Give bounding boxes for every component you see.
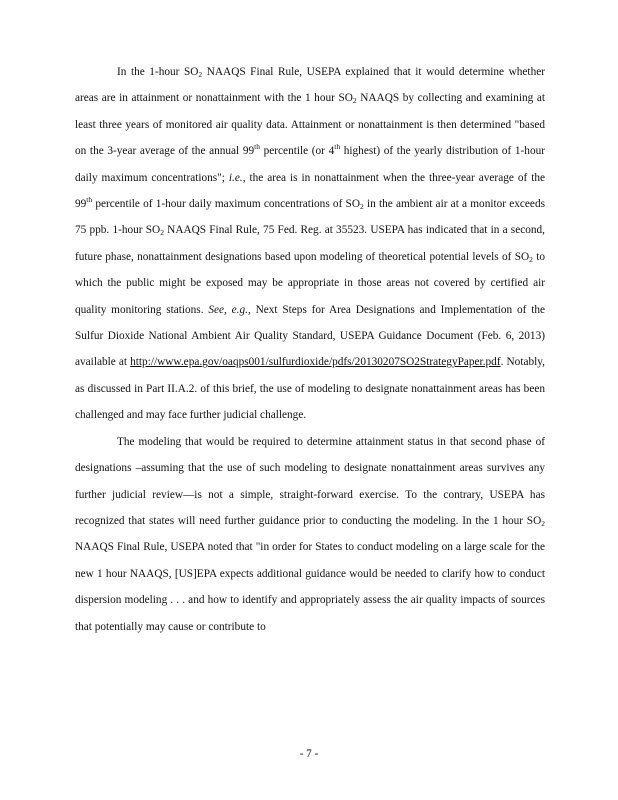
paragraph-1 xyxy=(75,59,545,429)
p2-text: NAAQS Final Rule, USEPA noted that "in order for States to conduct modeling on a large scale for the new 1 hour NAAQS, [US]EPA expects additional guidance would be needed to clarify how to conduct dispersion modeling . . . and how to identify and appropriately assess the air quality impacts of sources that potentially may cause or contribute to xyxy=(75,541,545,633)
p1-text: , the area is in nonattainment when the three-year average of the 99 xyxy=(75,171,545,211)
p1-text: highest) of the yearly distribution of 1-hour daily maximum concentrations"; xyxy=(75,145,545,184)
paragraph-2 xyxy=(75,429,545,640)
p1-subscript: 2 xyxy=(160,228,164,238)
p1-text: NAAQS by collecting and examining at least three years of monitored air quality data. Attainment or nonattainment is then determined "based on the 3-year average of the annual 99 xyxy=(75,92,545,158)
p2-text: The modeling that would be required to determine attainment status in that second phase of designations –assuming that the use of such modeling to designate nonattainment areas survives any further judicial review—is not a simple, straight-forward exercise. To the contrary, USEPA has recognized that states will need further guidance prior to conducting the modeling. In the 1 hour SO xyxy=(75,435,545,527)
p1-text: NAAQS Final Rule, 75 Fed. Reg. at 35523. USEPA has indicated that in a second, future phase, nonattainment designations based upon modeling of theoretical potential levels of SO xyxy=(75,224,545,263)
p1-text: percentile (or 4 xyxy=(259,145,335,158)
p1-subscript: 2 xyxy=(360,202,364,212)
p1-text: In the 1-hour SO xyxy=(117,66,199,78)
p1-superscript: th xyxy=(254,142,260,152)
p1-text: . Notably, as discussed in Part II.A.2. of this brief, the use of modeling to designate nonattainment areas has been challenged and may face further judicial challenge. xyxy=(75,356,545,422)
p1-subscript: 2 xyxy=(198,70,203,79)
page-number: - 7 - xyxy=(299,748,319,760)
p1-subscript: 2 xyxy=(352,96,357,106)
p1-italic-ie: i.e. xyxy=(228,171,243,184)
document-body xyxy=(75,59,545,640)
p1-subscript: 2 xyxy=(529,254,533,264)
guidance-document-link[interactable]: http://www.epa.gov/oaqps001/sulfurdioxide/pdfs/20130207SO2StrategyPaper.pdf xyxy=(130,356,501,369)
p1-text: percentile of 1-hour daily maximum concentrations of SO xyxy=(92,198,360,211)
p1-text: in the ambient air at a monitor exceeds 75 ppb. 1-hour SO xyxy=(75,198,545,237)
p2-subscript: 2 xyxy=(541,518,545,528)
p1-text: to which the public might be exposed may be appropriate in those areas not covered by certified air quality monitoring stations. xyxy=(75,250,545,316)
p1-superscript: th xyxy=(86,195,93,205)
p1-superscript: th xyxy=(334,142,341,152)
p1-text: NAAQS Final Rule, USEPA explained that it would determine whether areas are in attainment or nonattainment with the 1 hour SO xyxy=(75,66,545,105)
p1-italic-see-eg: See, e.g., xyxy=(208,303,251,316)
p1-text: Next Steps for Area Designations and Implementation of the Sulfur Dioxide National Ambient Air Quality Standard, USEPA Guidance Document (Feb. 6, 2013) available at xyxy=(75,303,545,369)
